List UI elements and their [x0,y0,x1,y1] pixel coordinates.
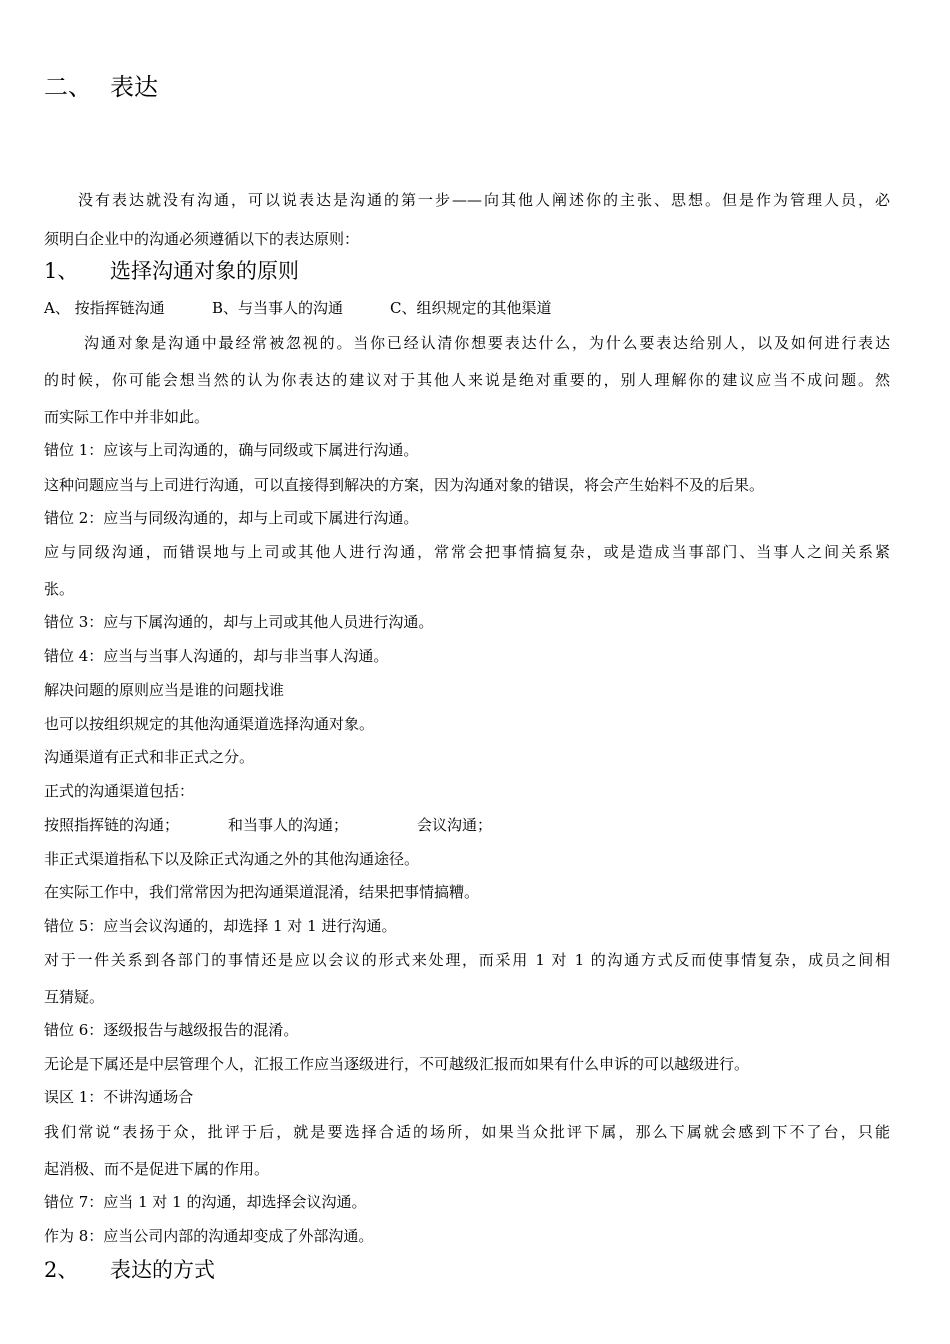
subsection-heading-2 [44,1256,215,1284]
myth-1: 误区 1：不讲沟通场合 [44,1088,194,1106]
intro-paragraph-line-1: 没有表达就没有沟通，可以说表达是沟通的第一步——向其他人阐述你的主张、思想。但是作为管理人员，必 [78,191,890,209]
error-7: 错位 7：应当 1 对 1 的沟通，却选择会议沟通。 [44,1193,367,1211]
channels-line: 沟通渠道有正式和非正式之分。 [44,748,255,766]
error-2-description-line-1: 应与同级沟通，而错误地与上司或其他人进行沟通，常常会把事情搞复杂，或是造成当事部门、当事人之间关系紧 [44,543,890,561]
paragraph-1-line-3: 而实际工作中并非如此。 [44,408,210,426]
formal-channels-list [44,815,492,835]
formal-channels-line: 正式的沟通渠道包括： [44,782,195,800]
error-5-description-line-1: 对于一件关系到各部门的事情还是应以会议的形式来处理，而采用 1 对 1 的沟通方式反而使事情复杂，成员之间相 [44,951,890,969]
error-3: 错位 3：应与下属沟通的，却与上司或其他人员进行沟通。 [44,613,434,631]
formal-channel-b: 和当事人的沟通； [228,816,349,834]
subsection-title-1: 选择沟通对象的原则 [110,259,299,283]
error-5-description-line-2: 互猜疑。 [44,988,105,1006]
error-2-description-line-2: 张。 [44,580,75,598]
error-1-description: 这种问题应当与上司进行沟通，可以直接得到解决的方案，因为沟通对象的错误，将会产生始料不及的后果。 [44,476,765,494]
option-c: C、组织规定的其他渠道 [390,299,552,317]
subsection-number-1: 1、 [44,259,79,283]
error-8: 作为 8：应当公司内部的沟通却变成了外部沟通。 [44,1227,374,1245]
option-b: B、与当事人的沟通 [212,299,344,317]
section-heading [44,72,158,102]
section-title: 表达 [110,73,158,101]
informal-channels-line: 非正式渠道指私下以及除正式沟通之外的其他沟通途径。 [44,850,420,868]
intro-paragraph-line-2: 须明白企业中的沟通必须遵循以下的表达原则： [44,230,360,248]
formal-channel-c: 会议沟通； [417,816,493,834]
section-number: 二、 [44,73,92,101]
subsection-title-2: 表达的方式 [110,1258,215,1282]
option-a: A、 按指挥链沟通 [44,299,165,317]
error-1: 错位 1：应该与上司沟通的，确与同级或下属进行沟通。 [44,441,419,459]
options-line [44,298,551,318]
error-6: 错位 6：逐级报告与越级报告的混淆。 [44,1021,299,1039]
principle-line: 解决问题的原则应当是谁的问题找谁 [44,681,285,699]
error-2: 错位 2：应当与同级沟通的，却与上司或下属进行沟通。 [44,509,419,527]
org-channels-line: 也可以按组织规定的其他沟通渠道选择沟通对象。 [44,715,375,733]
myth-1-description-line-2: 起消极、而不是促进下属的作用。 [44,1160,270,1178]
paragraph-1-line-1: 沟通对象是沟通中最经常被忽视的。当你已经认清你想要表达什么，为什么要表达给别人，以及如何进行表达 [84,334,890,352]
error-4: 错位 4：应当与当事人沟通的，却与非当事人沟通。 [44,647,389,665]
error-6-description: 无论是下属还是中层管理个人，汇报工作应当逐级进行，不可越级汇报而如果有什么申诉的可以越级进行。 [44,1055,750,1073]
subsection-number-2: 2、 [44,1258,79,1282]
paragraph-1-line-2: 的时候，你可能会想当然的认为你表达的建议对于其他人来说是绝对重要的，别人理解你的建议应当不成问题。然 [44,371,890,389]
myth-1-description-line-1: 我们常说“表扬于众，批评于后，就是要选择合适的场所，如果当众批评下属，那么下属就会感到下不了台，只能 [44,1123,890,1141]
subsection-heading-1 [44,257,299,285]
practice-line: 在实际工作中，我们常常因为把沟通渠道混淆，结果把事情搞糟。 [44,883,480,901]
error-5: 错位 5：应当会议沟通的，却选择 1 对 1 进行沟通。 [44,917,397,935]
formal-channel-a: 按照指挥链的沟通； [44,816,180,834]
